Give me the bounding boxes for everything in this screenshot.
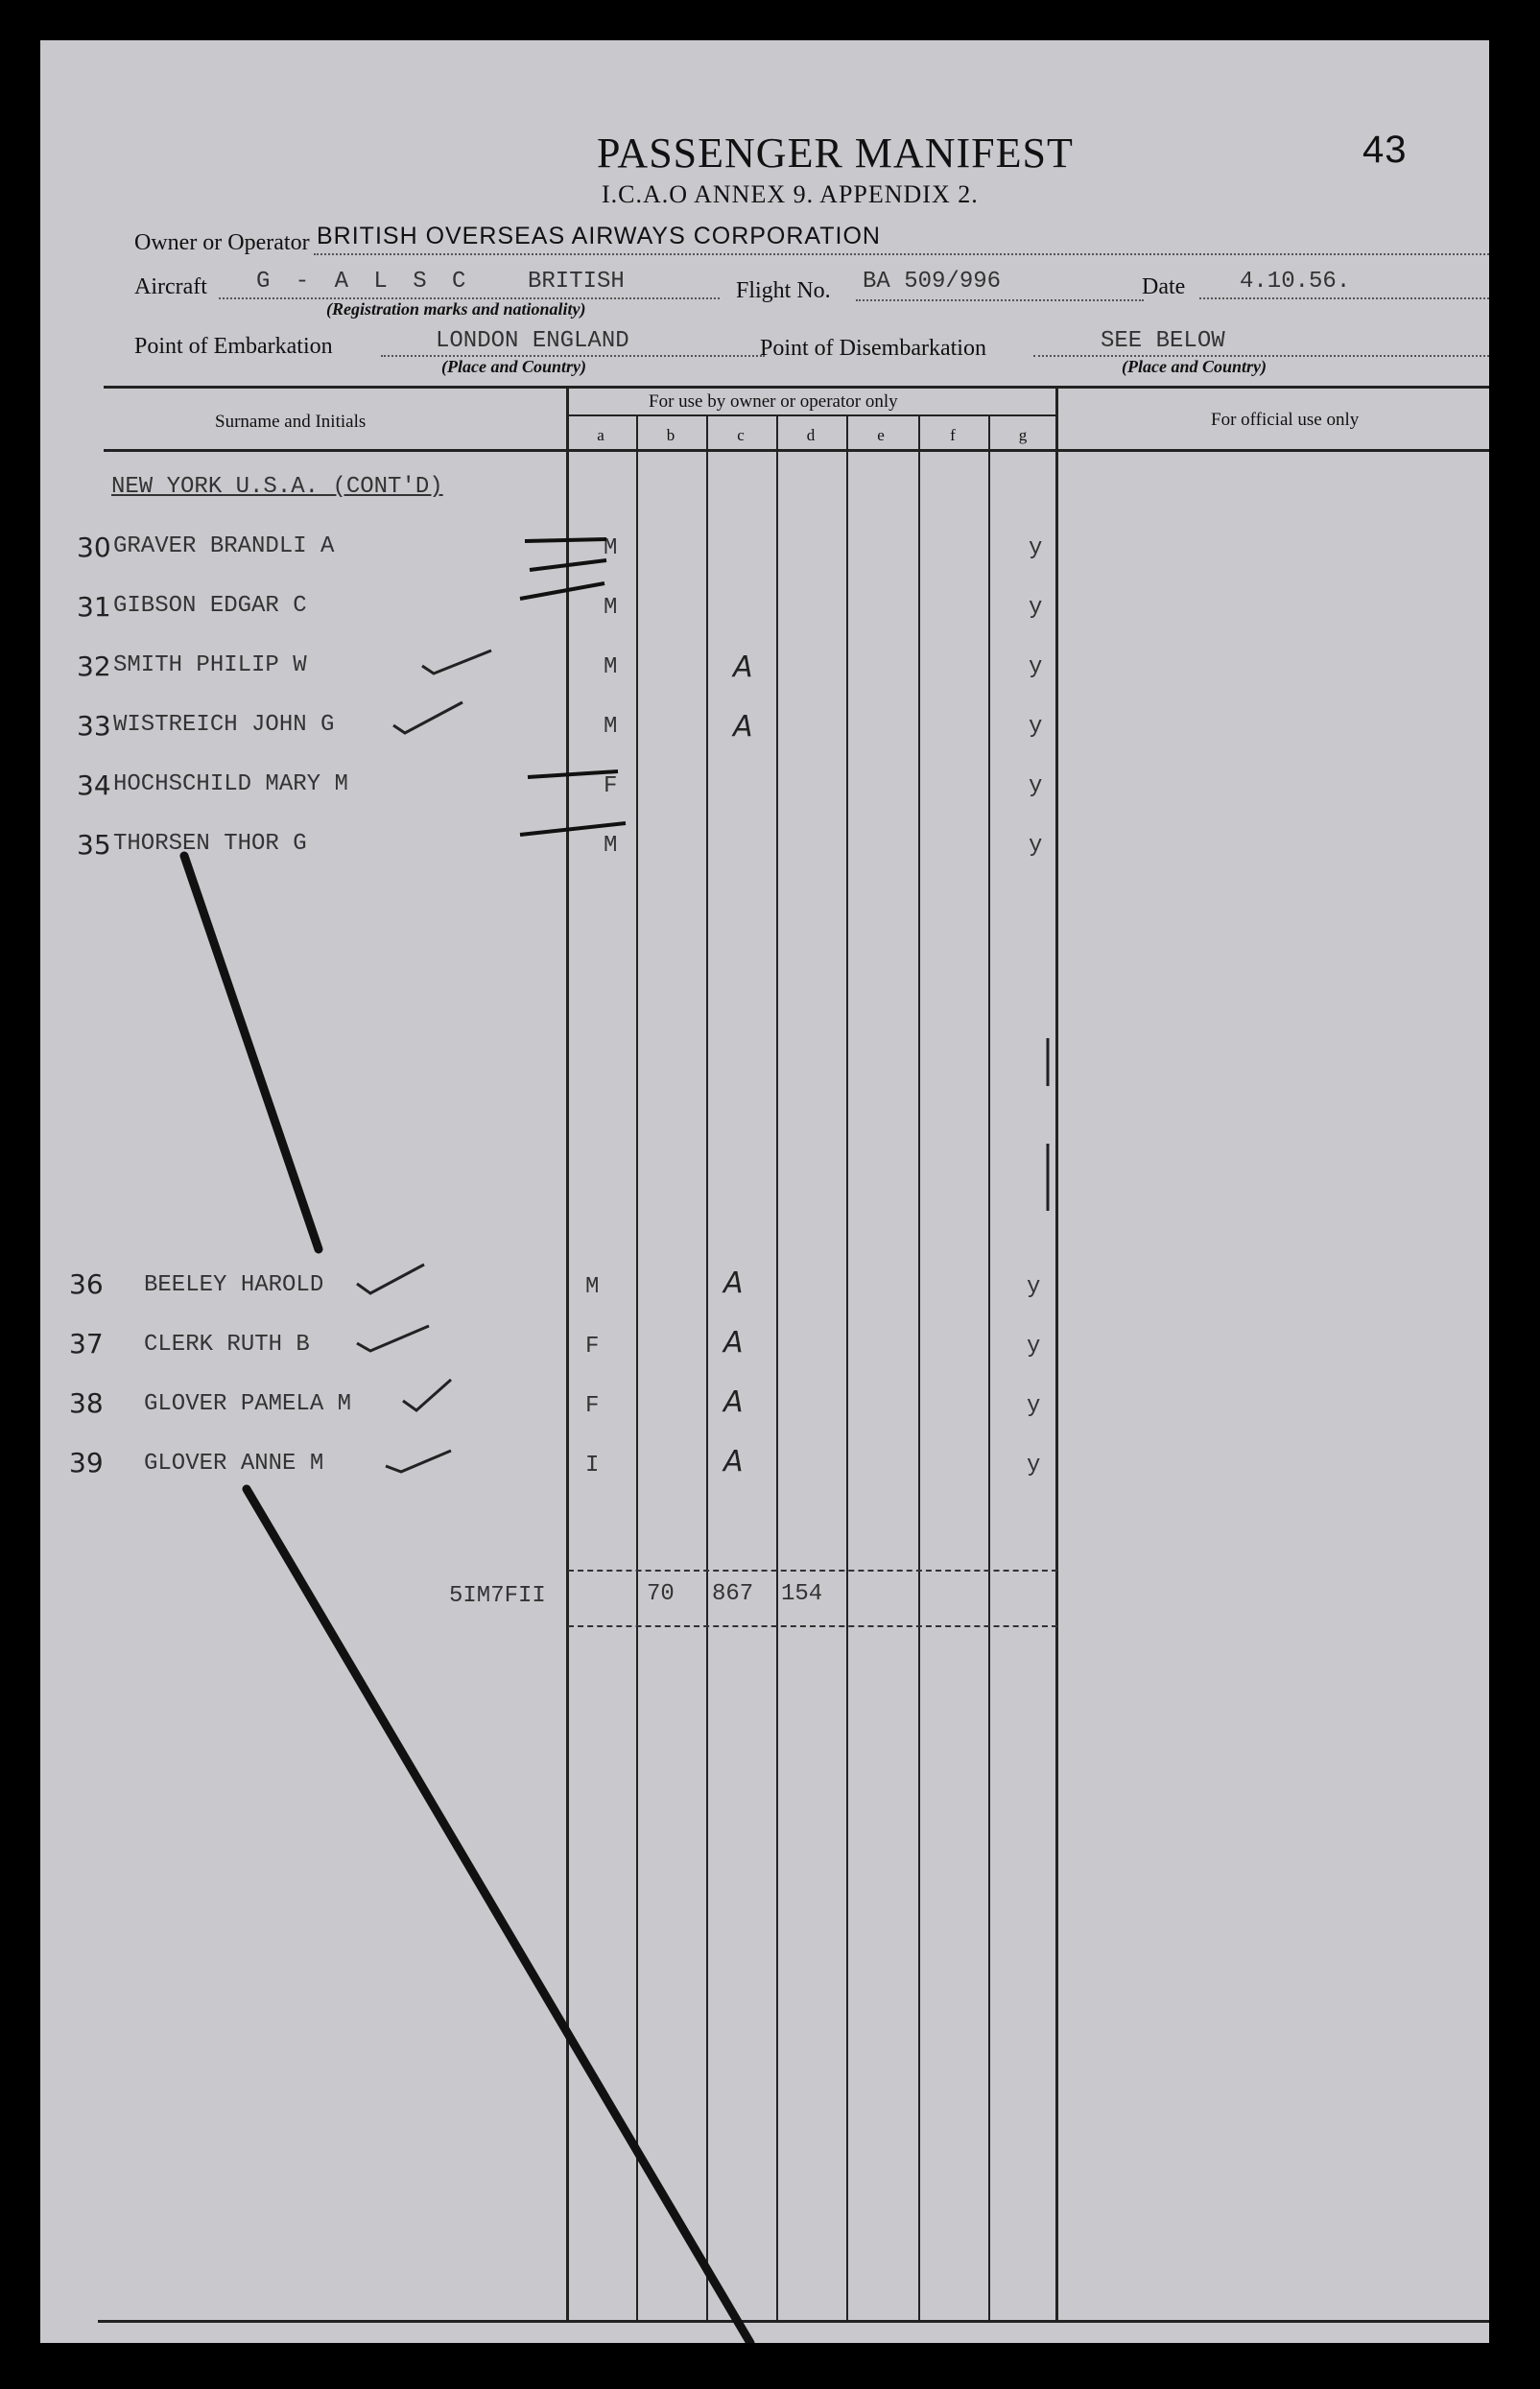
check-icon [422,650,491,674]
embarkation-caption: (Place and Country) [441,357,586,376]
check-icon [357,1326,429,1351]
passenger-name: GLOVER ANNE M [144,1451,324,1477]
row-number: 38 [69,1387,104,1419]
cell-g: y [1027,1393,1041,1419]
row-number: 34 [77,769,111,801]
owner-label: Owner or Operator [134,230,310,255]
cell-g: y [1029,714,1043,740]
column-header-d: d [806,426,816,444]
strike-mark [530,560,606,570]
cell-g: y [1027,1274,1041,1300]
row-number: 30 [77,532,111,563]
row-number: 31 [77,591,111,623]
row-number: 39 [69,1447,104,1478]
operator-column-header: For use by owner or operator only [649,391,898,412]
cell-g: y [1027,1334,1041,1360]
date-label: Date [1142,274,1186,299]
embarkation-label: Point of Embarkation [134,334,333,359]
owner-value: BRITISH OVERSEAS AIRWAYS CORPORATION [317,223,881,249]
totals-c: 867 [712,1581,754,1607]
disembarkation-label: Point of Disembarkation [760,336,986,361]
page-number: 43 [1362,129,1408,171]
column-header-f: f [950,426,956,444]
cell-g: y [1029,535,1043,561]
row-number: 32 [77,650,111,682]
check-icon [386,1451,451,1472]
diagonal-stroke [247,1489,750,2343]
strike-mark [528,771,618,777]
cell-a: M [604,654,618,680]
totals-b: 70 [647,1581,675,1607]
aircraft-label: Aircraft [134,274,207,299]
cell-a: M [604,535,618,561]
passenger-name: GLOVER PAMELA M [144,1391,352,1417]
passenger-name: THORSEN THOR G [113,831,307,857]
passenger-name: GIBSON EDGAR C [113,593,307,619]
passenger-name: HOCHSCHILD MARY M [113,771,348,797]
column-header-g: g [1018,426,1028,444]
strike-mark [525,539,606,541]
cell-c: A [723,1445,744,1478]
manifest-sheet [40,40,1489,2343]
row-number: 36 [69,1268,104,1300]
strike-mark [520,823,626,835]
strike-mark [520,583,604,599]
cell-g: y [1029,833,1043,859]
name-column-header: Surname and Initials [215,412,367,432]
aircraft-nationality: BRITISH [528,269,625,295]
check-icon [403,1380,451,1410]
column-header-c: c [737,426,745,444]
diagonal-stroke [184,856,319,1249]
cell-a: F [604,773,618,799]
cell-a: M [604,833,618,859]
row-number: 37 [69,1328,104,1360]
cell-g: y [1029,595,1043,621]
cell-c: A [723,1385,744,1419]
passenger-name: BEELEY HAROLD [144,1272,324,1298]
embarkation-value: LONDON ENGLAND [436,328,629,354]
cell-a: M [604,595,618,621]
page-subtitle: I.C.A.O ANNEX 9. APPENDIX 2. [602,180,979,208]
handwritten-marks [40,40,1489,2343]
passenger-name: CLERK RUTH B [144,1332,310,1358]
passenger-name: SMITH PHILIP W [113,652,307,678]
column-header-a: a [597,426,604,444]
column-header-e: e [877,426,885,444]
aircraft-value: G - A L S C [256,269,472,295]
cell-a: M [604,714,618,740]
cell-a: I [585,1453,600,1478]
disembarkation-caption: (Place and Country) [1122,357,1267,376]
cell-c: A [733,710,753,744]
cell-c: A [733,650,753,684]
totals-label: 5IM7FII [449,1583,546,1609]
check-icon [393,702,462,733]
column-header-b: b [666,426,675,444]
official-column-header: For official use only [1211,410,1360,430]
flight-value: BA 509/996 [863,269,1002,295]
check-icon [357,1265,424,1293]
section-label: NEW YORK U.S.A. (CONT'D) [111,474,443,500]
aircraft-caption: (Registration marks and nationality) [326,299,586,319]
cell-g: y [1029,773,1043,799]
totals-d: 154 [781,1581,823,1607]
cell-c: A [723,1326,744,1360]
flight-label: Flight No. [736,278,831,303]
passenger-name: GRAVER BRANDLI A [113,533,335,559]
disembarkation-value: SEE BELOW [1101,328,1225,354]
row-number: 35 [77,829,111,861]
page-title: PASSENGER MANIFEST [597,130,1074,177]
passenger-name: WISTREICH JOHN G [113,712,335,738]
cell-g: y [1029,654,1043,680]
cell-g: y [1027,1453,1041,1478]
cell-c: A [723,1266,744,1300]
cell-a: F [585,1334,600,1360]
cell-a: M [585,1274,600,1300]
date-value: 4.10.56. [1240,269,1351,295]
row-number: 33 [77,710,111,742]
cell-a: F [585,1393,600,1419]
